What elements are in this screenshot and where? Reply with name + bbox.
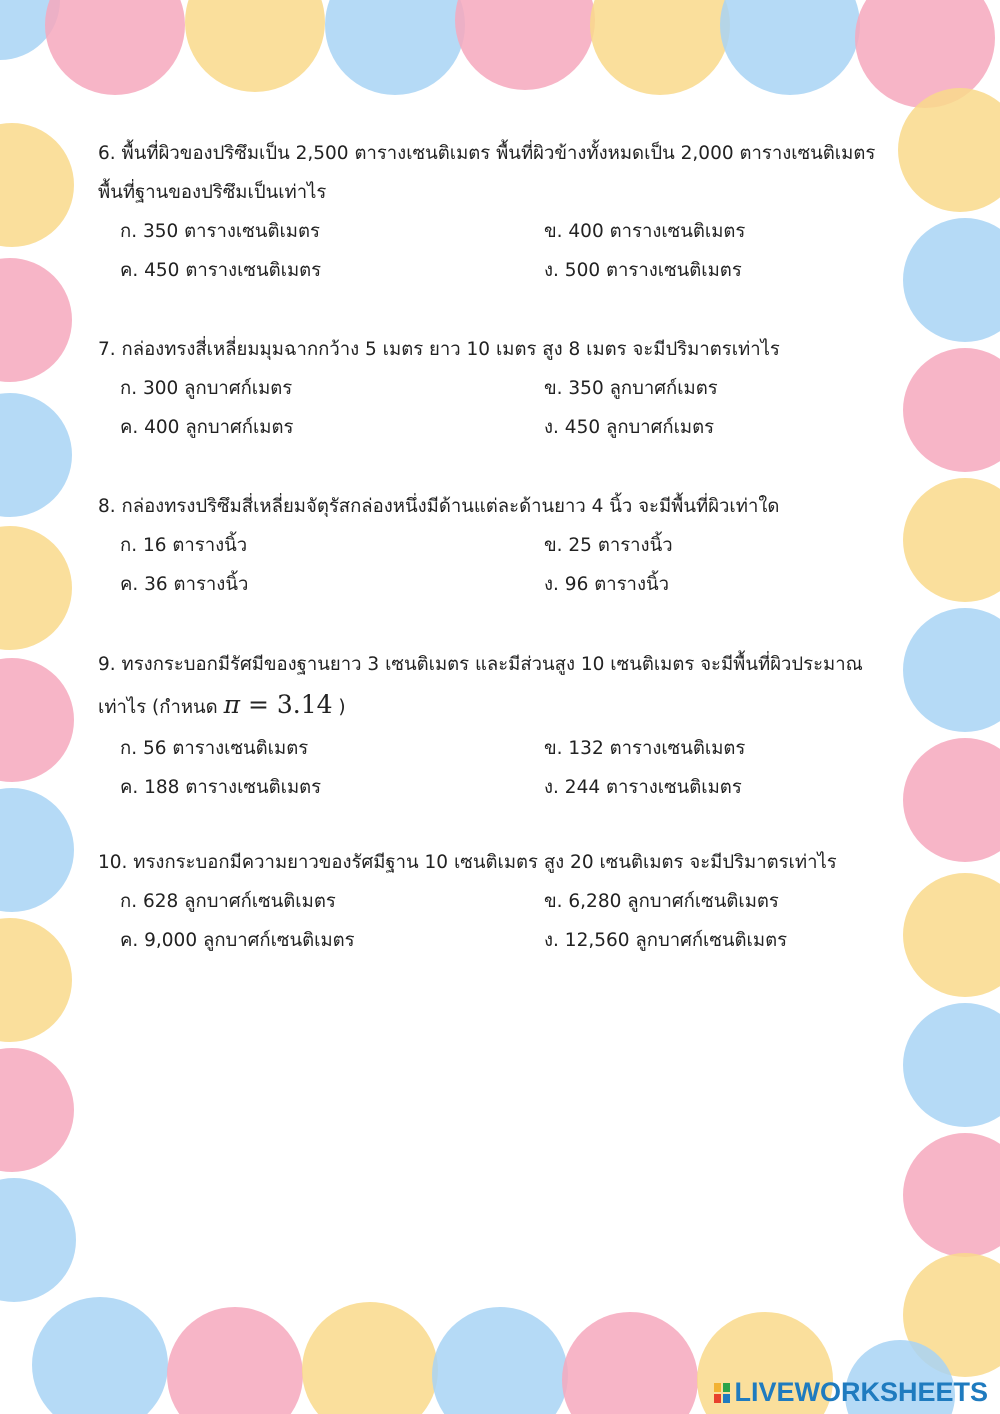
question-7-choice-a[interactable]: ก. 300 ลูกบาศก์เมตร (120, 378, 293, 399)
question-7-choice-b[interactable]: ข. 350 ลูกบาศก์เมตร (544, 378, 718, 399)
question-9-text-line2 (98, 684, 898, 729)
question-9 (98, 645, 898, 807)
liveworksheets-brand (714, 1377, 988, 1408)
question-6-choice-a[interactable]: ก. 350 ตารางเซนติเมตร (120, 221, 320, 242)
question-8-choices (98, 526, 898, 604)
question-8-choice-a[interactable]: ก. 16 ตารางนิ้ว (120, 535, 248, 556)
liveworksheets-logo-icon (714, 1383, 730, 1403)
pi-value: = 3.14 (240, 690, 333, 719)
pi-symbol: π (223, 690, 241, 719)
liveworksheets-wordmark: LIVEWORKSHEETS (734, 1377, 988, 1407)
question-6-choice-d[interactable]: ง. 500 ตารางเซนติเมตร (544, 260, 742, 281)
question-8-choice-b[interactable]: ข. 25 ตารางนิ้ว (544, 535, 673, 556)
question-9-line2-prefix: เท่าไร (กำหนด (98, 697, 224, 718)
question-6-text: 6. พื้นที่ผิวของปริซึมเป็น 2,500 ตารางเซนติเมตร พื้นที่ผิวข้างทั้งหมดเป็น 2,000 ตารางเซนติเมตร (98, 143, 876, 164)
question-9-choices (98, 729, 898, 807)
question-6 (98, 134, 898, 290)
question-10-choice-b[interactable]: ข. 6,280 ลูกบาศก์เซนติเมตร (544, 891, 779, 912)
question-9-line2-suffix: ) (332, 697, 346, 718)
question-7 (98, 330, 898, 447)
question-7-text: 7. กล่องทรงสี่เหลี่ยมมุมฉากกว้าง 5 เมตร ยาว 10 เมตร สูง 8 เมตร จะมีปริมาตรเท่าไร (98, 339, 780, 360)
question-10-choice-c[interactable]: ค. 9,000 ลูกบาศก์เซนติเมตร (120, 930, 355, 951)
question-8 (98, 487, 898, 604)
question-10-text: 10. ทรงกระบอกมีความยาวของรัศมีฐาน 10 เซนติเมตร สูง 20 เซนติเมตร จะมีปริมาตรเท่าไร (98, 852, 837, 873)
question-10 (98, 843, 898, 960)
question-6-choices (98, 212, 898, 290)
question-9-choice-b[interactable]: ข. 132 ตารางเซนติเมตร (544, 738, 746, 759)
question-6-choice-b[interactable]: ข. 400 ตารางเซนติเมตร (544, 221, 746, 242)
question-8-choice-d[interactable]: ง. 96 ตารางนิ้ว (544, 574, 670, 595)
question-10-choice-a[interactable]: ก. 628 ลูกบาศก์เซนติเมตร (120, 891, 336, 912)
question-7-choice-c[interactable]: ค. 400 ลูกบาศก์เมตร (120, 417, 294, 438)
question-9-choice-a[interactable]: ก. 56 ตารางเซนติเมตร (120, 738, 309, 759)
question-10-choices (98, 882, 898, 960)
question-8-choice-c[interactable]: ค. 36 ตารางนิ้ว (120, 574, 249, 595)
question-9-choice-c[interactable]: ค. 188 ตารางเซนติเมตร (120, 777, 322, 798)
question-9-choice-d[interactable]: ง. 244 ตารางเซนติเมตร (544, 777, 742, 798)
question-9-text: 9. ทรงกระบอกมีรัศมีของฐานยาว 3 เซนติเมตร และมีส่วนสูง 10 เซนติเมตร จะมีพื้นที่ผิวประมาณ (98, 654, 863, 675)
question-6-text-line2: พื้นที่ฐานของปริซึมเป็นเท่าไร (98, 182, 327, 203)
question-8-text: 8. กล่องทรงปริซึมสี่เหลี่ยมจัตุรัสกล่องหนึ่งมีด้านแต่ละด้านยาว 4 นิ้ว จะมีพื้นที่ผิวเท่าใด (98, 496, 780, 517)
question-6-choice-c[interactable]: ค. 450 ตารางเซนติเมตร (120, 260, 322, 281)
question-7-choice-d[interactable]: ง. 450 ลูกบาศก์เมตร (544, 417, 715, 438)
question-7-choices (98, 369, 898, 447)
question-10-choice-d[interactable]: ง. 12,560 ลูกบาศก์เซนติเมตร (544, 930, 788, 951)
